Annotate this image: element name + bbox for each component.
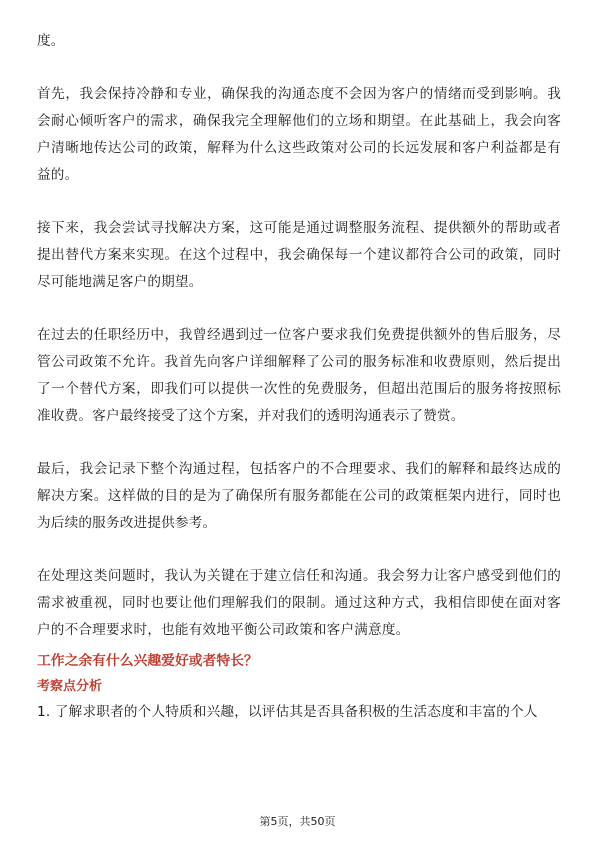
paragraph-gap — [37, 189, 561, 215]
paragraph-gap — [37, 296, 561, 322]
question-heading: 工作之余有什么兴趣爱好或者特长？ — [37, 653, 258, 669]
paragraph-past-experience: 在过去的任职经历中，我曾经遇到过一位客户要求我们免费提供额外的售后服务，尽管公司政策不允许。我首先向客户详细解释了公司的服务标准和收费原则，然后提出了一个替代方案，即我们可以提供一次性的免费服务，但超出范围后的服务将按照标准收费。客户最终接受了这个方案，并对我们的透明沟通表示了赞赏。 — [37, 327, 561, 424]
page-content — [37, 28, 561, 726]
paragraph-record-process: 最后，我会记录下整个沟通过程，包括客户的不合理要求、我们的解释和最终达成的解决方案。这样做的目的是为了确保所有服务都能在公司的政策框架内进行，同时也为后续的服务改进提供参考。 — [37, 461, 561, 531]
page-number-label: 第5页，共50页 — [259, 815, 336, 828]
paragraph-gap — [37, 430, 561, 456]
paragraph-calm-professional: 首先，我会保持冷静和专业，确保我的沟通态度不会因为客户的情绪而受到影响。我会耐心倾听客户的需求，确保我完全理解他们的立场和期望。在此基础上，我会向客户清晰地传达公司的政策，解释为什么这些政策对公司的长远发展和客户利益都是有益的。 — [37, 86, 561, 183]
page-footer — [0, 813, 595, 829]
analysis-list-item: 1. 了解求职者的个人特质和兴趣，以评估其是否具备积极的生活态度和丰富的个人 — [37, 704, 538, 720]
analysis-heading: 考察点分析 — [37, 679, 103, 694]
paragraph-gap — [37, 537, 561, 563]
paragraph-continuation: 度。 — [37, 33, 65, 49]
paragraph-find-solution: 接下来，我会尝试寻找解决方案，这可能是通过调整服务流程、提供额外的帮助或者提出替代方案来实现。在这个过程中，我会确保每一个建议都符合公司的政策，同时尽可能地满足客户的期望。 — [37, 220, 561, 290]
paragraph-gap — [37, 55, 561, 81]
paragraph-trust-communication: 在处理这类问题时，我认为关键在于建立信任和沟通。我会努力让客户感受到他们的需求被重视，同时也要让他们理解我们的限制。通过这种方式，我相信即使在面对客户的不合理要求时，也能有效地平衡公司政策和客户满意度。 — [37, 568, 561, 638]
